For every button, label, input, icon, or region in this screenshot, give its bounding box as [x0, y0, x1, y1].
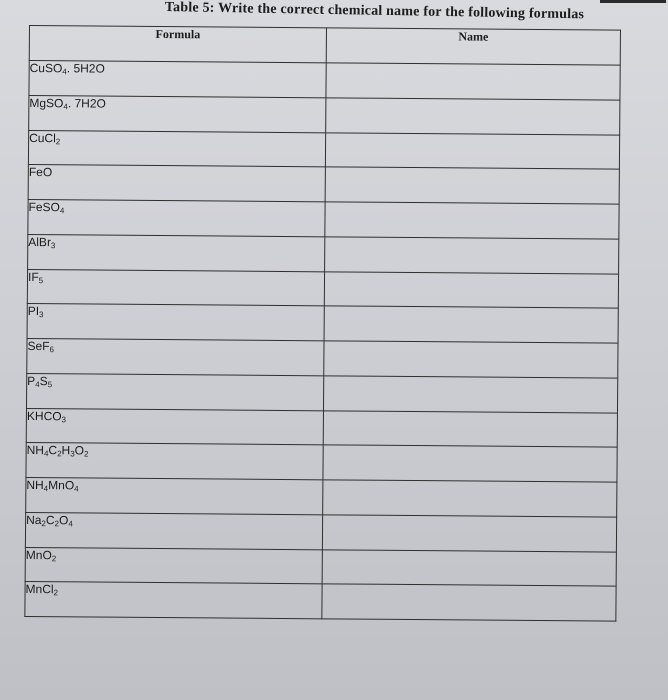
formula-cell [28, 130, 325, 167]
formula-text: H [61, 443, 71, 458]
table-row [25, 582, 616, 621]
name-answer-cell[interactable] [325, 167, 619, 204]
formula-cell [26, 477, 323, 514]
formula-text: CuCl [29, 130, 56, 145]
name-column-header: Name [326, 28, 620, 65]
formula-cell [26, 443, 323, 480]
formula-cell [28, 234, 325, 271]
formula-text: CuSO [29, 61, 63, 76]
formula-text: NH [26, 443, 45, 458]
formula-cell [26, 408, 323, 445]
name-answer-cell[interactable] [322, 515, 616, 552]
formula-text: PI [27, 304, 40, 319]
formula-text: C [48, 443, 58, 458]
name-answer-cell[interactable] [323, 410, 617, 447]
formula-subscript: 2 [57, 449, 62, 459]
name-answer-cell[interactable] [324, 341, 618, 378]
formula-text: O [74, 443, 85, 458]
formula-text: MnO [48, 478, 75, 493]
table-row [28, 234, 619, 273]
formula-subscript: 4 [68, 519, 73, 529]
formula-text: . 7H2O [67, 96, 106, 111]
formula-cell [27, 269, 324, 306]
table-row [25, 547, 616, 586]
top-rule [600, 0, 666, 3]
formula-subscript: 5 [47, 379, 53, 389]
name-answer-cell[interactable] [325, 237, 619, 274]
formula-subscript: 4 [63, 102, 68, 112]
table-row [27, 304, 618, 343]
formula-text: FeO [28, 165, 53, 180]
formula-subscript: 4 [35, 379, 40, 389]
formula-subscript: 3 [50, 240, 56, 250]
formula-cell [25, 547, 322, 584]
table-row [29, 95, 620, 134]
header-row [29, 26, 620, 66]
formula-subscript: 2 [41, 518, 46, 528]
formula-subscript: 3 [61, 414, 67, 424]
formula-cell [28, 165, 325, 202]
formula-cell [27, 338, 324, 375]
name-answer-cell[interactable] [325, 132, 619, 169]
formula-cell [29, 61, 326, 98]
table-row [28, 199, 619, 238]
name-answer-cell[interactable] [322, 584, 616, 621]
table-row [26, 373, 617, 412]
formula-text: MnO [25, 547, 52, 562]
name-answer-cell[interactable] [323, 445, 617, 482]
formula-text: P [27, 373, 36, 388]
formula-subscript: 6 [49, 345, 54, 355]
formula-text: . 5H2O [66, 61, 105, 76]
table-row [26, 443, 617, 482]
formula-text: IF [27, 269, 39, 284]
name-answer-cell[interactable] [326, 98, 620, 135]
formula-cell [29, 95, 326, 132]
formula-text: MgSO [29, 95, 64, 111]
formula-text: O [58, 513, 69, 528]
formula-text: KHCO [26, 408, 62, 423]
name-answer-cell[interactable] [325, 202, 619, 239]
formula-subscript: 2 [51, 553, 57, 563]
name-answer-cell[interactable] [323, 376, 617, 413]
name-answer-cell[interactable] [324, 306, 618, 343]
formula-text: AlBr [28, 234, 52, 249]
formula-subscript: 3 [70, 449, 75, 459]
formula-cell [27, 304, 324, 341]
name-answer-cell[interactable] [324, 271, 618, 308]
table-row [26, 408, 617, 447]
formula-cell [26, 373, 323, 410]
formula-cell [28, 199, 325, 236]
table-body [25, 61, 620, 622]
formula-text: NH [26, 477, 44, 493]
formula-subscript: 4 [74, 484, 79, 494]
formula-text: MnCl [25, 582, 54, 597]
table-row [27, 338, 618, 377]
table-row [26, 477, 617, 516]
formula-name-table [24, 25, 621, 622]
formula-subscript: 2 [53, 588, 59, 598]
table-title: Table 5: Write the correct chemical name for the following formulas [164, 0, 585, 23]
formula-text: C [45, 512, 55, 527]
formula-subscript: 4 [59, 206, 65, 216]
table-row [28, 165, 619, 204]
table-row [29, 61, 620, 100]
formula-subscript: 3 [39, 310, 44, 320]
formula-subscript: 4 [62, 67, 67, 77]
formula-cell [25, 512, 322, 549]
formula-subscript: 2 [83, 449, 89, 459]
formula-text: S [39, 373, 48, 388]
formula-subscript: 2 [55, 136, 61, 146]
formula-text: SeF [27, 338, 50, 354]
table-row [28, 130, 619, 169]
formula-subscript: 4 [43, 484, 49, 494]
formula-text: FeSO [28, 200, 60, 215]
formula-subscript: 5 [38, 275, 44, 285]
formula-text: Na [26, 512, 42, 527]
formula-subscript: 2 [54, 518, 60, 529]
formula-subscript: 4 [43, 449, 49, 459]
formula-column-header: Formula [29, 26, 326, 63]
table-row [25, 512, 616, 551]
name-answer-cell[interactable] [322, 549, 616, 586]
table-row [27, 269, 618, 308]
name-answer-cell[interactable] [326, 63, 620, 100]
formula-cell [25, 582, 322, 619]
name-answer-cell[interactable] [323, 480, 617, 517]
